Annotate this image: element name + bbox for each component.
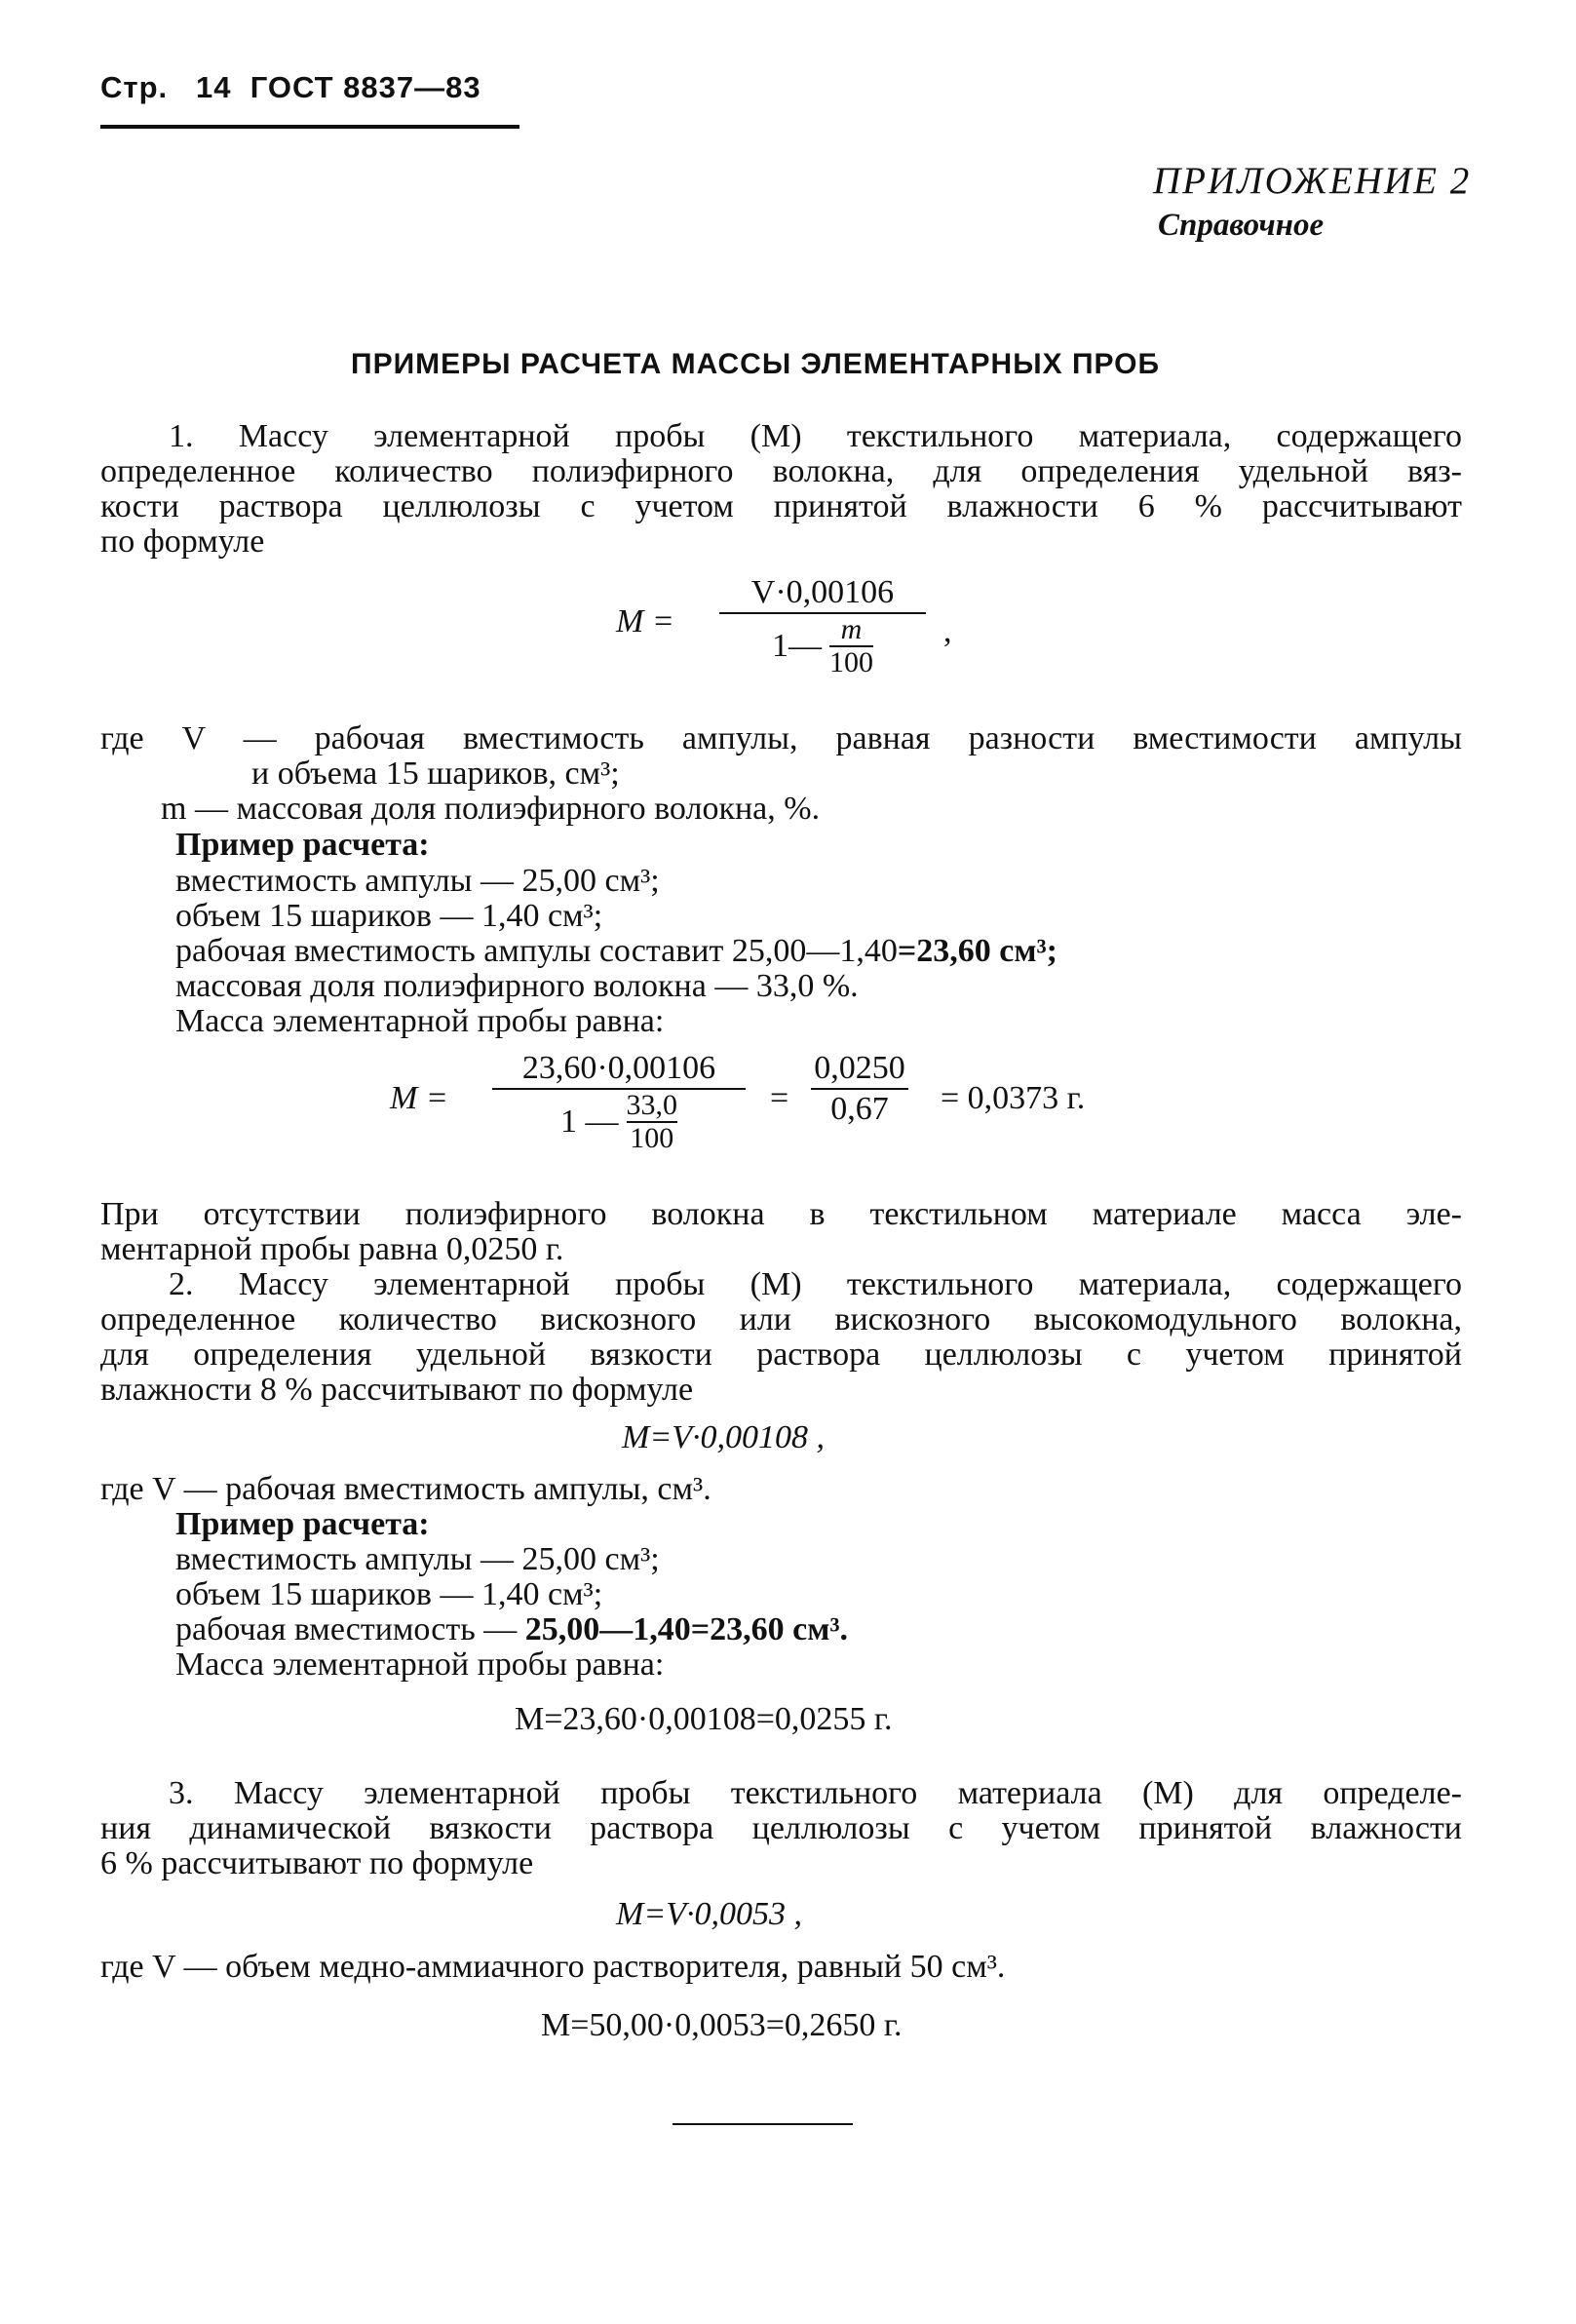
example1-fraction-line: массовая доля полиэфирного волокна — 33,0 %. bbox=[175, 968, 859, 1004]
section1-line-4: по формуле bbox=[100, 523, 265, 560]
section3-line-3: 6 % рассчитывают по формуле bbox=[100, 1845, 534, 1881]
where-v: где V — рабочая вместимость ампулы, равная разности вместимости ампулы bbox=[100, 720, 1462, 756]
example2-line-2: объем 15 шариков — 1,40 см³; bbox=[175, 1576, 603, 1612]
section2-line-4: влажности 8 % рассчитывают по формуле bbox=[100, 1372, 694, 1408]
example1-working bbox=[175, 934, 1057, 969]
header-rule bbox=[100, 125, 519, 129]
formula1-fraction bbox=[719, 573, 926, 678]
calc1-inner-den: 100 bbox=[630, 1122, 674, 1154]
calc1-result: = 0,0373 г. bbox=[941, 1080, 1086, 1116]
calc1-den2: 0,67 bbox=[830, 1091, 889, 1127]
calc1-inner-num: 33,0 bbox=[626, 1089, 677, 1121]
section2-line-2: определенное количество вискозного или вискозного высокомодульного волокна, bbox=[100, 1301, 1462, 1337]
formula1-inner-num: m bbox=[840, 613, 863, 645]
appendix-type: Справочное bbox=[1158, 208, 1325, 243]
absence-line-1: При отсутствии полиэфирного волокна в текстильном материале масса эле- bbox=[100, 1196, 1462, 1232]
section3-where: где V — объем медно-аммиачного растворителя, равный 50 см³. bbox=[100, 1949, 1006, 1985]
formula1-numerator: V·0,00106 bbox=[750, 574, 895, 610]
example1-title: Пример расчета: bbox=[175, 827, 430, 863]
calc3: M=50,00·0,0053=0,2650 г. bbox=[541, 2007, 903, 2043]
calc1-equals: = bbox=[770, 1080, 789, 1116]
page-number: 14 bbox=[195, 70, 232, 104]
example1-line-1: вместимость ампулы — 25,00 см³; bbox=[175, 863, 660, 899]
section2-where: где V — рабочая вместимость ампулы, см³. bbox=[100, 1471, 711, 1507]
formula3: M=V·0,0053 , bbox=[616, 1896, 803, 1932]
calc1-fraction-2 bbox=[811, 1049, 908, 1129]
formula1-trail: , bbox=[943, 613, 952, 649]
section2-line-3: для определения удельной вязкости раствора целлюлозы с учетом принятой bbox=[100, 1336, 1462, 1373]
calc1-numerator: 23,60·0,00106 bbox=[521, 1050, 716, 1086]
standard-number: ГОСТ 8837—83 bbox=[250, 70, 481, 104]
page-label: Стр. bbox=[100, 70, 169, 104]
example2-working-result: 25,00—1,40=23,60 см³. bbox=[524, 1611, 849, 1647]
example2-working bbox=[175, 1612, 848, 1647]
example1-mass-line: Масса элементарной пробы равна: bbox=[175, 1003, 665, 1039]
calc1-lhs: M = bbox=[390, 1080, 448, 1116]
appendix-title: ПРИЛОЖЕНИЕ 2 bbox=[1153, 160, 1472, 202]
section2-line-1: 2. Массу элементарной пробы (М) текстильного материала, содержащего bbox=[169, 1266, 1462, 1302]
calc1-fraction bbox=[492, 1049, 746, 1154]
section1-line-1: 1. Массу элементарной пробы (М) текстильного материала, содержащего bbox=[169, 418, 1462, 454]
formula1-denominator bbox=[772, 614, 873, 678]
absence-line-2: ментарной пробы равна 0,0250 г. bbox=[100, 1231, 564, 1267]
calc1-inner-fraction bbox=[627, 1090, 678, 1154]
example1-working-result: =23,60 см³; bbox=[897, 933, 1057, 969]
end-rule bbox=[673, 2123, 853, 2125]
calc2: M=23,60·0,00108=0,0255 г. bbox=[515, 1701, 893, 1737]
section1-line-3: кости раствора целлюлозы с учетом принятой влажности 6 % рассчитывают bbox=[100, 488, 1462, 524]
formula1-den-prefix: 1— bbox=[772, 628, 822, 664]
example2-title: Пример расчета: bbox=[175, 1506, 430, 1542]
where-m: m — массовая доля полиэфирного волокна, %. bbox=[161, 791, 821, 827]
section3-line-1: 3. Массу элементарной пробы текстильного материала (М) для определе- bbox=[169, 1775, 1462, 1811]
where-v-cont: и объема 15 шариков, см³; bbox=[251, 755, 620, 792]
calc1-num2: 0,0250 bbox=[814, 1050, 905, 1086]
formula1-inner-fraction bbox=[829, 614, 873, 678]
example2-line-1: вместимость ампулы — 25,00 см³; bbox=[175, 1541, 660, 1577]
example2-mass-line: Масса элементарной пробы равна: bbox=[175, 1646, 665, 1683]
example2-working-text: рабочая вместимость — bbox=[175, 1611, 525, 1647]
calc1-den-prefix: 1 — bbox=[560, 1104, 619, 1140]
section3-line-2: ния динамической вязкости раствора целлюлозы с учетом принятой влажности bbox=[100, 1810, 1462, 1846]
document-title: ПРИМЕРЫ РАСЧЕТА МАССЫ ЭЛЕМЕНТАРНЫХ ПРОБ bbox=[351, 348, 1161, 380]
formula1-inner-den: 100 bbox=[829, 646, 873, 678]
calc1-denominator bbox=[560, 1090, 677, 1154]
page-header bbox=[100, 70, 481, 105]
section1-line-2: определенное количество полиэфирного волокна, для определения удельной вяз- bbox=[100, 453, 1462, 489]
formula2: M=V·0,00108 , bbox=[622, 1419, 826, 1455]
example1-working-text: рабочая вместимость ампулы составит 25,00—1,40 bbox=[175, 933, 898, 969]
formula1-lhs: M = bbox=[616, 603, 674, 639]
example1-line-2: объем 15 шариков — 1,40 см³; bbox=[175, 898, 603, 934]
